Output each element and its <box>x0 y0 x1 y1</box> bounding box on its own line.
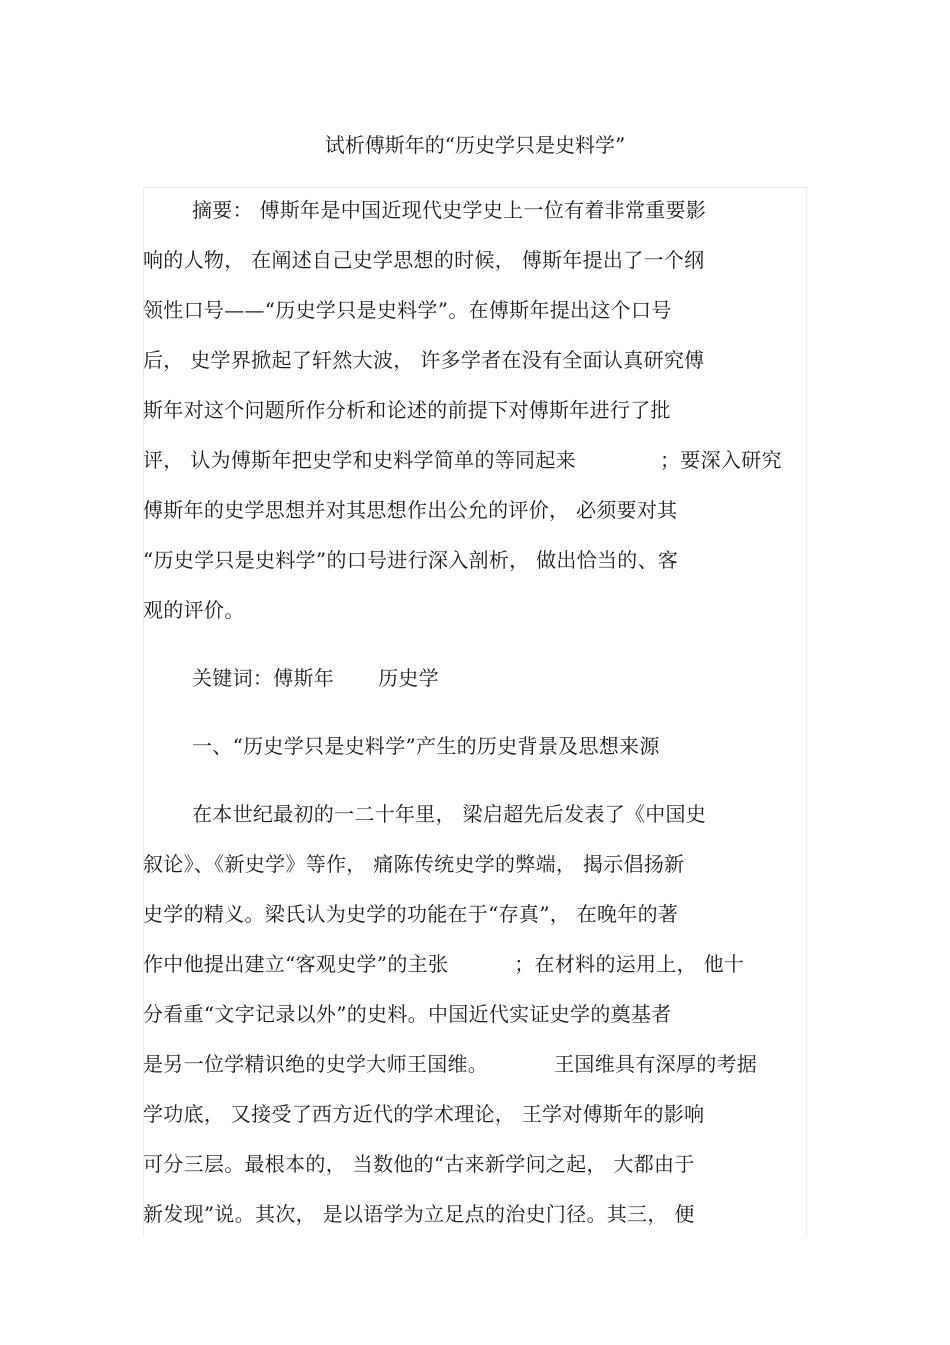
abstract-line-8: “历史学只是史料学”的口号进行深入剖析， 做出恰当的、客 <box>143 548 679 572</box>
abstract-line-4: 后， 史学界掀起了轩然大波， 许多学者在没有全面认真研究傅 <box>143 348 705 372</box>
body-line-3: 史学的精义。梁氏认为史学的功能在于“存真”， 在晚年的著 <box>143 902 679 926</box>
document-title: 试析傅斯年的“历史学只是史料学” <box>324 133 626 157</box>
abstract-line-6-right: ；要深入研究 <box>659 448 782 472</box>
body-line-4-right: ；在材料的运用上， 他十 <box>514 952 745 976</box>
body-line-8: 可分三层。最根本的， 当数他的“古来新学问之起， 大都由于 <box>143 1152 695 1176</box>
body-line-4-left: 作中他提出建立“客观史学”的主张 <box>143 952 449 976</box>
body-line-4 <box>143 950 744 978</box>
abstract-line-2: 响的人物， 在阐述自己史学思想的时候， 傅斯年提出了一个纲 <box>143 248 705 272</box>
keywords-line <box>192 664 439 692</box>
abstract-line-9: 观的评价。 <box>143 598 245 622</box>
body-line-2: 叙论》、《新史学》等作， 痛陈传统史学的弊端， 揭示倡扬新 <box>143 852 685 876</box>
section-heading: 一、“历史学只是史料学”产生的历史背景及思想来源 <box>192 734 660 758</box>
abstract-line-7: 傅斯年的史学思想并对其思想作出公允的评价， 必须要对其 <box>143 498 678 522</box>
body-line-6-left: 是另一位学精识绝的史学大师王国维。 <box>143 1052 489 1076</box>
body-line-7: 学功底， 又接受了西方近代的学术理论， 王学对傅斯年的影响 <box>143 1102 705 1126</box>
abstract-line-6-left: 评， 认为傅斯年把史学和史料学简单的等同起来 <box>143 448 576 472</box>
abstract-line-3: 领性口号——“历史学只是史料学”。在傅斯年提出这个口号 <box>143 298 672 322</box>
body-line-9: 新发现”说。其次， 是以语学为立足点的治史门径。其三， 便 <box>143 1202 695 1226</box>
body-line-6-right: 王国维具有深厚的考据 <box>554 1052 758 1076</box>
abstract-line-6 <box>143 446 782 474</box>
abstract-line-5: 斯年对这个问题所作分析和论述的前提下对傅斯年进行了批 <box>143 398 671 422</box>
body-line-5: 分看重“文字记录以外”的史料。中国近代实证史学的奠基者 <box>143 1002 672 1026</box>
abstract-line-1: 摘要： 傅斯年是中国近现代史学史上一位有着非常重要影 <box>192 198 707 222</box>
keyword-second: 历史学 <box>378 666 440 690</box>
body-line-6 <box>143 1050 757 1078</box>
page-frame <box>143 187 807 1237</box>
keywords-label: 关键词：傅斯年 <box>192 666 335 690</box>
body-line-1: 在本世纪最初的一二十年里， 梁启超先后发表了《中国史 <box>192 802 707 826</box>
